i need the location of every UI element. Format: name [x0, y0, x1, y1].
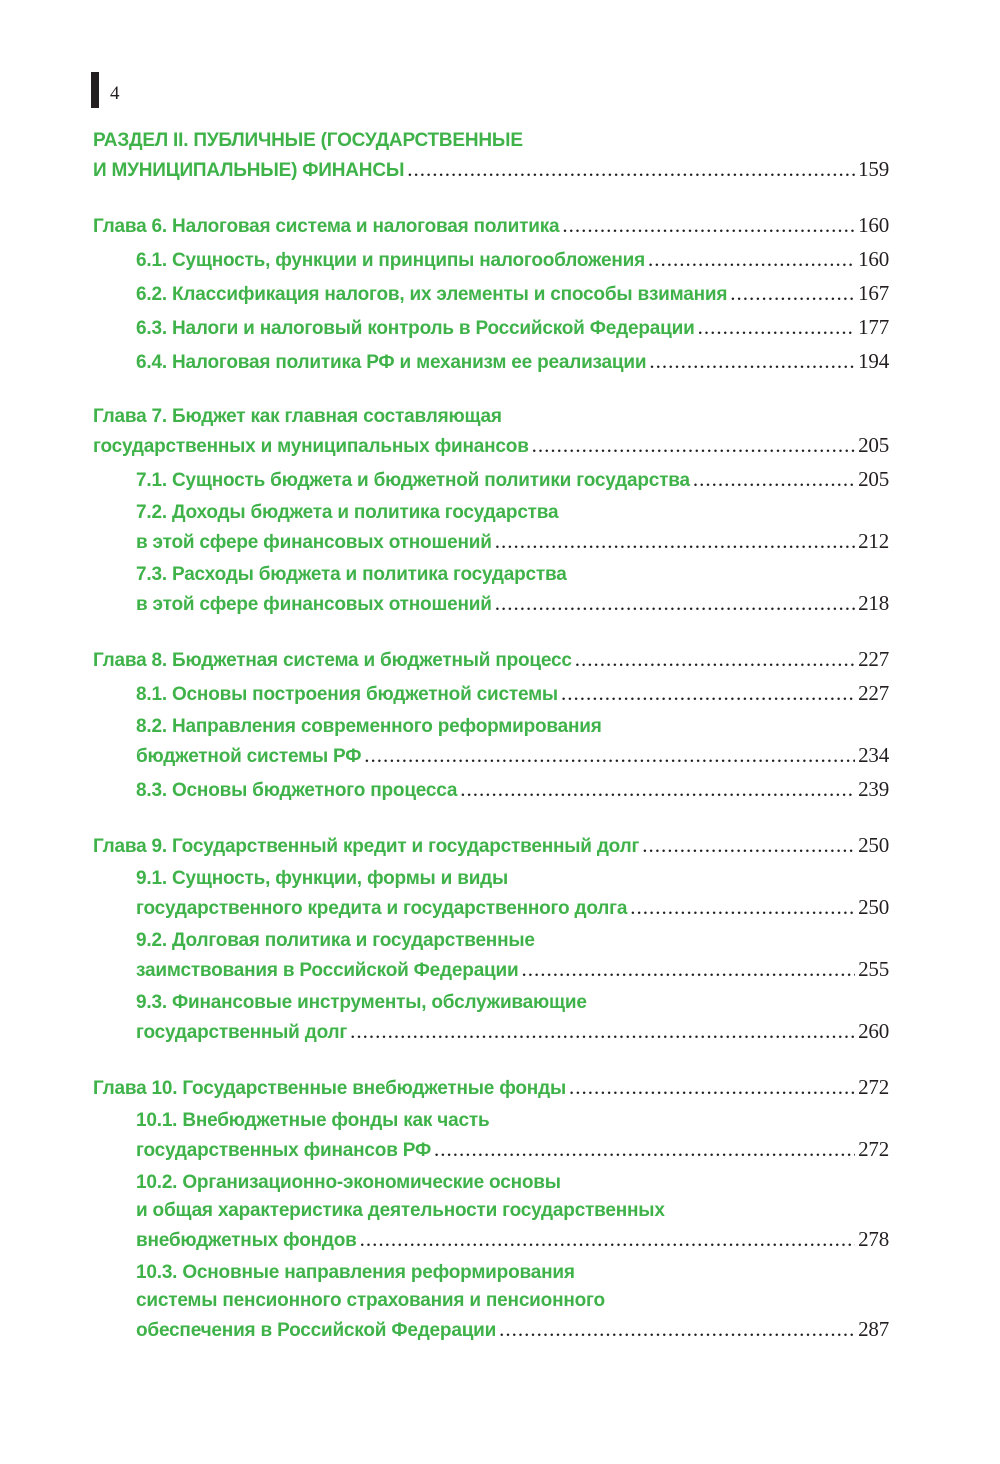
subsection-entry-line [136, 927, 889, 955]
subsection-entry[interactable] [136, 865, 889, 923]
subsection-entry-text: 7.2. Доходы бюджета и политика государства [136, 502, 559, 523]
dot-leader [649, 347, 855, 375]
subsection-entry-line [136, 1315, 889, 1345]
subsection-entry-line [136, 1197, 889, 1225]
subsection-entry-page-number: 234 [858, 743, 889, 767]
subsection-entry-page-number: 205 [858, 467, 889, 491]
subsection-entry-line [136, 347, 889, 377]
dot-leader [575, 645, 855, 673]
chapter-heading-text: государственных и муниципальных финансов [93, 436, 529, 457]
subsection-entry-page-number: 255 [858, 957, 889, 981]
subsection-entry-line [136, 989, 889, 1017]
subsection-entry-text: 7.1. Сущность бюджета и бюджетной политики государства [136, 470, 690, 491]
chapter-heading-text: Глава 9. Государственный кредит и государственный долг [93, 836, 640, 857]
subsection-entry-line [136, 527, 889, 557]
chapter-heading-line [93, 831, 889, 861]
subsection-entry[interactable] [136, 927, 889, 985]
dot-leader [360, 1225, 855, 1253]
subsection-entry-text: 8.3. Основы бюджетного процесса [136, 780, 458, 801]
section-heading[interactable] [93, 127, 889, 185]
chapter-heading[interactable] [93, 1073, 889, 1103]
subsection-entry[interactable] [136, 775, 889, 805]
subsection-entry[interactable] [136, 1259, 889, 1345]
section-heading-text: И МУНИЦИПАЛЬНЫЕ) ФИНАНСЫ [93, 160, 405, 181]
subsection-entry-text: обеспечения в Российской Федерации [136, 1320, 497, 1341]
subsection-entry-line [136, 313, 889, 343]
section-heading-text: РАЗДЕЛ II. ПУБЛИЧНЫЕ (ГОСУДАРСТВЕННЫЕ [93, 130, 523, 151]
dot-leader [495, 589, 855, 617]
subsection-entry-line [136, 561, 889, 589]
dot-leader [630, 893, 855, 921]
chapter-block [93, 831, 889, 1047]
page-marker-bar [91, 72, 99, 108]
section-heading-line [93, 155, 889, 185]
subsection-entry-text: в этой сфере финансовых отношений [136, 532, 492, 553]
chapter-heading-line [93, 403, 889, 431]
subsection-entry-line [136, 245, 889, 275]
subsection-entry[interactable] [136, 561, 889, 619]
subsection-entry-line [136, 1259, 889, 1287]
subsection-entry-text: системы пенсионного страхования и пенсионного [136, 1290, 605, 1311]
chapter-heading-text: Глава 8. Бюджетная система и бюджетный процесс [93, 650, 572, 671]
subsection-entry[interactable] [136, 313, 889, 343]
subsection-entry-text: 9.2. Долговая политика и государственные [136, 930, 535, 951]
dot-leader [522, 955, 856, 983]
subsection-entry-line [136, 1287, 889, 1315]
dot-leader [642, 831, 855, 859]
dot-leader [698, 313, 856, 341]
subsection-entry-text: 9.1. Сущность, функции, формы и виды [136, 868, 509, 889]
chapter-block [93, 645, 889, 805]
chapter-heading[interactable] [93, 211, 889, 241]
dot-leader [495, 527, 855, 555]
chapter-heading[interactable] [93, 645, 889, 675]
subsection-entry-page-number: 227 [858, 681, 889, 705]
subsection-entry[interactable] [136, 347, 889, 377]
subsection-entry-line [136, 679, 889, 709]
subsection-entry[interactable] [136, 1107, 889, 1165]
dot-leader [569, 1073, 855, 1101]
dot-leader [350, 1017, 855, 1045]
chapter-heading[interactable] [93, 403, 889, 461]
page-number: 4 [110, 83, 120, 104]
subsection-entry-text: внебюджетных фондов [136, 1230, 357, 1251]
subsection-entry-text: бюджетной системы РФ [136, 746, 362, 767]
subsection-entry-text: и общая характеристика деятельности государственных [136, 1200, 665, 1221]
subsection-entry-line [136, 1225, 889, 1255]
chapter-block [93, 403, 889, 619]
subsection-entry-text: 10.1. Внебюджетные фонды как часть [136, 1110, 490, 1131]
subsection-entry-line [136, 1017, 889, 1047]
chapter-heading-page-number: 227 [858, 647, 889, 671]
subsection-entry-page-number: 167 [858, 281, 889, 305]
subsection-entry-text: государственный долг [136, 1022, 348, 1043]
subsection-entry-text: 7.3. Расходы бюджета и политика государства [136, 564, 567, 585]
subsection-entry-text: 6.1. Сущность, функции и принципы налогообложения [136, 250, 646, 271]
subsection-entry-text: 10.2. Организационно-экономические основы [136, 1172, 561, 1193]
chapter-heading-page-number: 160 [858, 213, 889, 237]
subsection-entry-page-number: 278 [858, 1227, 889, 1251]
subsection-entry-text: 6.4. Налоговая политика РФ и механизм ее реализации [136, 352, 647, 373]
subsection-entry-page-number: 160 [858, 247, 889, 271]
subsection-entry[interactable] [136, 713, 889, 771]
chapter-heading-line [93, 1073, 889, 1103]
chapter-block [93, 211, 889, 377]
subsection-entry-line [136, 1107, 889, 1135]
subsection-entry-text: 8.2. Направления современного реформирования [136, 716, 602, 737]
chapter-heading-page-number: 250 [858, 833, 889, 857]
chapter-block [93, 1073, 889, 1345]
dot-leader [562, 211, 855, 239]
section-heading-line [93, 127, 889, 155]
subsection-entry-text: 8.1. Основы построения бюджетной системы [136, 684, 558, 705]
chapter-heading-line [93, 211, 889, 241]
subsection-entry-line [136, 775, 889, 805]
dot-leader [364, 741, 855, 769]
subsection-entry-page-number: 177 [858, 315, 889, 339]
chapter-heading-page-number: 272 [858, 1075, 889, 1099]
subsection-entry-line [136, 741, 889, 771]
chapter-heading-text: Глава 7. Бюджет как главная составляющая [93, 406, 502, 427]
subsection-entry-line [136, 589, 889, 619]
subsection-entry-text: государственных финансов РФ [136, 1140, 432, 1161]
dot-leader [434, 1135, 855, 1163]
subsection-entry-line [136, 279, 889, 309]
table-of-contents [93, 127, 889, 1371]
subsection-entry-page-number: 250 [858, 895, 889, 919]
dot-leader [499, 1315, 855, 1343]
subsection-entry-text: государственного кредита и государственного долга [136, 898, 628, 919]
subsection-entry-text: 6.3. Налоги и налоговый контроль в Российской Федерации [136, 318, 695, 339]
subsection-entry-line [136, 893, 889, 923]
chapter-heading-text: Глава 10. Государственные внебюджетные фонды [93, 1078, 566, 1099]
chapter-heading[interactable] [93, 831, 889, 861]
subsection-entry-text: в этой сфере финансовых отношений [136, 594, 492, 615]
subsection-entry-text: 10.3. Основные направления реформирования [136, 1262, 575, 1283]
subsection-entry-page-number: 212 [858, 529, 889, 553]
dot-leader [648, 245, 855, 273]
subsection-entry[interactable] [136, 465, 889, 495]
subsection-entry[interactable] [136, 989, 889, 1047]
subsection-entry-text: 9.3. Финансовые инструменты, обслуживающие [136, 992, 587, 1013]
dot-leader [730, 279, 855, 307]
subsection-entry[interactable] [136, 499, 889, 557]
subsection-entry-page-number: 239 [858, 777, 889, 801]
subsection-entry[interactable] [136, 245, 889, 275]
dot-leader [532, 431, 855, 459]
subsection-entry-text: 6.2. Классификация налогов, их элементы и способы взимания [136, 284, 728, 305]
subsection-entry[interactable] [136, 679, 889, 709]
subsection-entry-line [136, 499, 889, 527]
subsection-entry-line [136, 1169, 889, 1197]
chapter-heading-page-number: 205 [858, 433, 889, 457]
subsection-entry-line [136, 955, 889, 985]
chapter-heading-line [93, 431, 889, 461]
subsection-entry[interactable] [136, 1169, 889, 1255]
subsection-entry-text: заимствования в Российской Федерации [136, 960, 519, 981]
subsection-entry-line [136, 865, 889, 893]
subsection-entry-page-number: 194 [858, 349, 889, 373]
subsection-entry[interactable] [136, 279, 889, 309]
subsection-entry-line [136, 465, 889, 495]
subsection-entry-page-number: 218 [858, 591, 889, 615]
subsection-entry-page-number: 260 [858, 1019, 889, 1043]
chapter-heading-text: Глава 6. Налоговая система и налоговая политика [93, 216, 560, 237]
dot-leader [561, 679, 855, 707]
subsection-entry-page-number: 287 [858, 1317, 889, 1341]
section-block [93, 127, 889, 185]
dot-leader [460, 775, 855, 803]
dot-leader [693, 465, 855, 493]
subsection-entry-page-number: 272 [858, 1137, 889, 1161]
section-heading-page-number: 159 [858, 157, 889, 181]
subsection-entry-line [136, 1135, 889, 1165]
chapter-heading-line [93, 645, 889, 675]
subsection-entry-line [136, 713, 889, 741]
dot-leader [407, 155, 855, 183]
